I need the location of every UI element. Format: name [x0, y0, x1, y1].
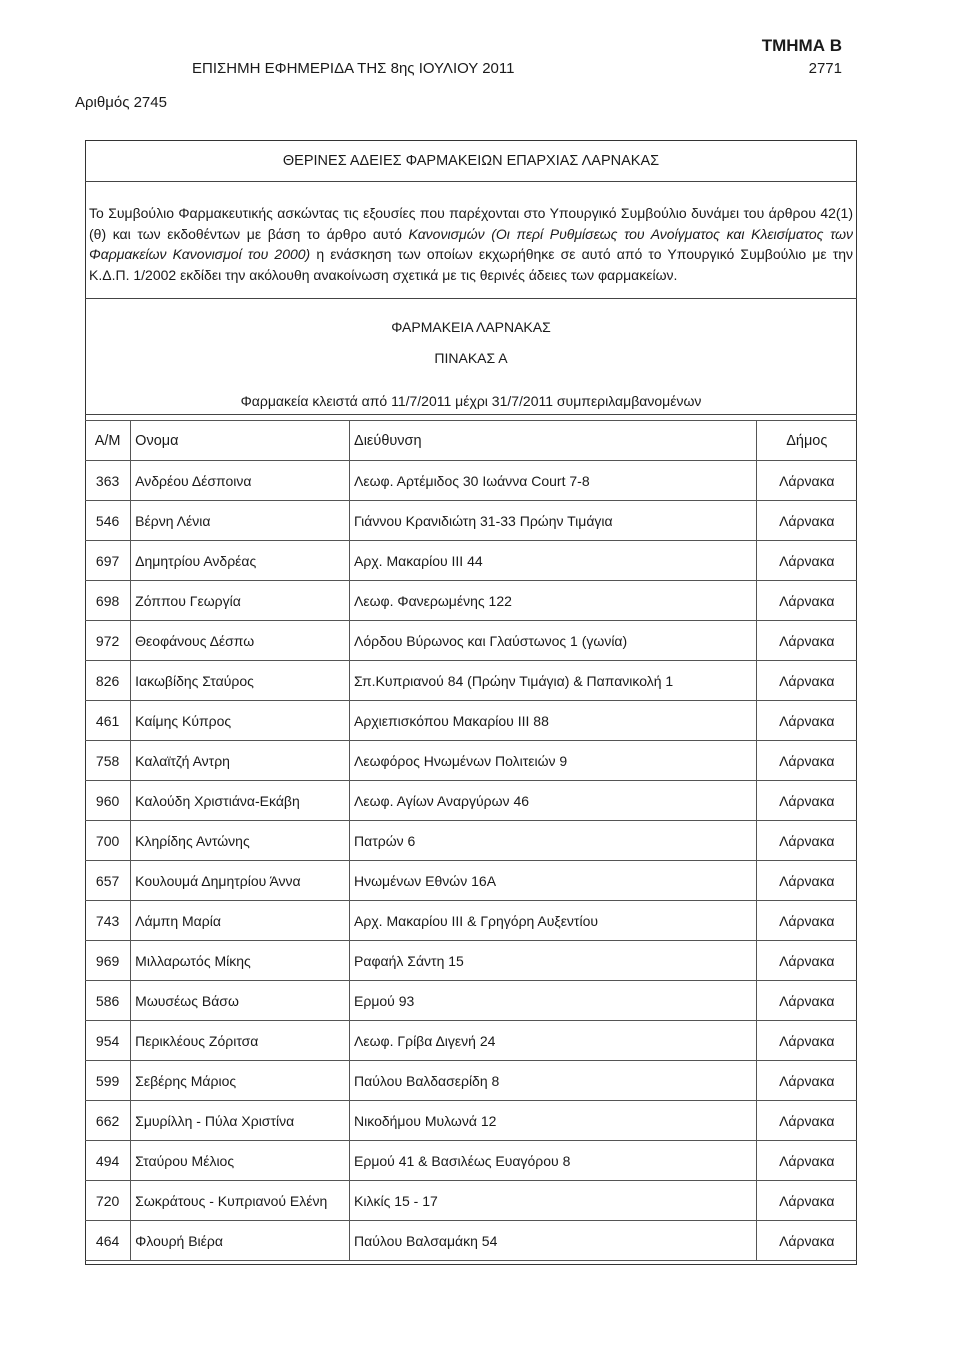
address-cell: Ερμού 41 & Βασιλέως Ευαγόρου 8 — [350, 1141, 757, 1181]
table-row — [85, 1061, 857, 1101]
table-title: ΠΙΝΑΚΑΣ Α — [434, 350, 508, 366]
table-row — [85, 701, 857, 741]
municipality-cell: Λάρνακα — [756, 941, 857, 981]
intro-text-2: η ενάσκηση των οποίων εκχωρήθηκε σε αυτό από το Υπουργικό Συμβούλιο με την Κ.Δ.Π. 1/2002 εκδίδει την ακόλουθη ανακοίνωση σχετικά με τις θερινές άδειες των φαρμακείων. — [89, 246, 854, 283]
pharmacies-table — [85, 420, 857, 1261]
am-cell: 700 — [85, 821, 131, 861]
address-cell: Λεωφόρος Ηνωμένων Πολιτειών 9 — [350, 741, 757, 781]
municipality-cell: Λάρνακα — [756, 781, 857, 821]
table-header-municipality-cell: Δήμος — [756, 421, 857, 461]
address-cell: Σπ.Κυπριανού 84 (Πρώην Τιμάγια) & Παπανικολή 1 — [350, 661, 757, 701]
am-cell: 960 — [85, 781, 131, 821]
notice-number: Αριθμός 2745 — [75, 94, 167, 111]
table-row — [85, 661, 857, 701]
am-cell: 954 — [85, 1021, 131, 1061]
am-cell: 586 — [85, 981, 131, 1021]
address-cell: Λεωφ. Αγίων Αναργύρων 46 — [350, 781, 757, 821]
name-cell: Ανδρέου Δέσποινα — [131, 461, 350, 501]
name-cell: Σωκράτους - Κυπριανού Ελένη — [131, 1181, 350, 1221]
municipality-cell: Λάρνακα — [756, 861, 857, 901]
name-cell: Δημητρίου Ανδρέας — [131, 541, 350, 581]
address-cell: Λόρδου Βύρωνος και Γλαύστωνος 1 (γωνία) — [350, 621, 757, 661]
table-row — [85, 1141, 857, 1181]
municipality-cell: Λάρνακα — [756, 461, 857, 501]
municipality-cell: Λάρνακα — [756, 541, 857, 581]
table-header-am-cell: Α/Μ — [85, 421, 131, 461]
address-cell: Κιλκίς 15 - 17 — [350, 1181, 757, 1221]
am-cell: 720 — [85, 1181, 131, 1221]
am-cell: 657 — [85, 861, 131, 901]
municipality-cell: Λάρνακα — [756, 981, 857, 1021]
table-row — [85, 981, 857, 1021]
name-cell: Βέρνη Λένια — [131, 501, 350, 541]
table-row — [85, 461, 857, 501]
address-cell: Γιάννου Κρανιδιώτη 31-33 Πρώην Τιμάγια — [350, 501, 757, 541]
am-cell: 743 — [85, 901, 131, 941]
gazette-title: ΕΠΙΣΗΜΗ ΕΦΗΜΕΡΙΔΑ ΤΗΣ 8ης ΙΟΥΛΙΟΥ 2011 — [192, 60, 515, 77]
name-cell: Ζόππου Γεωργία — [131, 581, 350, 621]
name-cell: Σμυρίλλη - Πύλα Χριστίνα — [131, 1101, 350, 1141]
subtitle-divider — [85, 414, 857, 415]
am-cell: 758 — [85, 741, 131, 781]
am-cell: 599 — [85, 1061, 131, 1101]
municipality-cell: Λάρνακα — [756, 661, 857, 701]
address-cell: Ερμού 93 — [350, 981, 757, 1021]
name-cell: Κουλουμά Δημητρίου Άννα — [131, 861, 350, 901]
table-row — [85, 1101, 857, 1141]
table-header-row — [85, 421, 857, 461]
notice-intro — [89, 203, 853, 285]
table-row — [85, 1221, 857, 1261]
am-cell: 969 — [85, 941, 131, 981]
page-number: 2771 — [808, 60, 842, 77]
municipality-cell: Λάρνακα — [756, 741, 857, 781]
table-row — [85, 781, 857, 821]
table-row — [85, 541, 857, 581]
municipality-cell: Λάρνακα — [756, 581, 857, 621]
intro-regulation-name: Κανονισμών (Οι περί Ρυθμίσεως του Ανοίγματος και Κλεισίματος των Φαρμακείων Κανονισμοί του 2000) — [89, 225, 854, 262]
address-cell: Λεωφ. Γρίβα Διγενή 24 — [350, 1021, 757, 1061]
address-cell: Παύλου Βαλσαμάκη 54 — [350, 1221, 757, 1261]
table-row — [85, 501, 857, 541]
municipality-cell: Λάρνακα — [756, 821, 857, 861]
municipality-cell: Λάρνακα — [756, 1061, 857, 1101]
am-cell: 972 — [85, 621, 131, 661]
address-cell: Παύλου Βαλδασερίδη 8 — [350, 1061, 757, 1101]
address-cell: Λεωφ. Φανερωμένης 122 — [350, 581, 757, 621]
address-cell: Νικοδήμου Μυλωνά 12 — [350, 1101, 757, 1141]
table-row — [85, 741, 857, 781]
section-label: ΤΜΗΜΑ Β — [761, 36, 842, 55]
table-subtitle: Φαρμακεία κλειστά από 11/7/2011 μέχρι 31/7/2011 συμπεριλαμβανομένων — [240, 393, 702, 409]
table-row — [85, 821, 857, 861]
address-cell: Αρχ. Μακαρίου III 44 — [350, 541, 757, 581]
am-cell: 494 — [85, 1141, 131, 1181]
name-cell: Σταύρου Μέλιος — [131, 1141, 350, 1181]
municipality-cell: Λάρνακα — [756, 621, 857, 661]
name-cell: Θεοφάνους Δέσπω — [131, 621, 350, 661]
table-header-name-cell: Ονομα — [131, 421, 350, 461]
address-cell: Αρχ. Μακαρίου III & Γρηγόρη Αυξεντίου — [350, 901, 757, 941]
name-cell: Καλούδη Χριστιάνα-Εκάβη — [131, 781, 350, 821]
pharmacies-title: ΦΑΡΜΑΚΕΙΑ ΛΑΡΝΑΚΑΣ — [391, 319, 551, 335]
name-cell: Μωυσέως Βάσω — [131, 981, 350, 1021]
am-cell: 461 — [85, 701, 131, 741]
address-cell: Ραφαήλ Σάντη 15 — [350, 941, 757, 981]
municipality-cell: Λάρνακα — [756, 701, 857, 741]
municipality-cell: Λάρνακα — [756, 1021, 857, 1061]
am-cell: 363 — [85, 461, 131, 501]
intro-text-1: Το Συμβούλιο Φαρμακευτικής ασκώντας τις εξουσίες που παρέχονται στο Υπουργικό Συμβούλιο δυνάμει του άρθρου 42(1)(θ) και των εκδοθέντων με βάση το άρθρο αυτό — [89, 205, 853, 242]
address-cell: Ηνωμένων Εθνών 16Α — [350, 861, 757, 901]
table-header-address-cell: Διεύθυνση — [350, 421, 757, 461]
address-cell: Αρχιεπισκόπου Μακαρίου III 88 — [350, 701, 757, 741]
municipality-cell: Λάρνακα — [756, 501, 857, 541]
name-cell: Περικλέους Ζόριτσα — [131, 1021, 350, 1061]
name-cell: Ιακωβίδης Σταύρος — [131, 661, 350, 701]
table-row — [85, 861, 857, 901]
name-cell: Σεβέρης Μάριος — [131, 1061, 350, 1101]
municipality-cell: Λάρνακα — [756, 1181, 857, 1221]
intro-divider — [85, 298, 857, 299]
name-cell: Μιλλαρωτός Μίκης — [131, 941, 350, 981]
table-row — [85, 621, 857, 661]
table-row — [85, 941, 857, 981]
table-row — [85, 1021, 857, 1061]
address-cell: Πατρών 6 — [350, 821, 757, 861]
name-cell: Καίμης Κύπρος — [131, 701, 350, 741]
am-cell: 697 — [85, 541, 131, 581]
name-cell: Κληρίδης Αντώνης — [131, 821, 350, 861]
am-cell: 464 — [85, 1221, 131, 1261]
municipality-cell: Λάρνακα — [756, 1141, 857, 1181]
table-row — [85, 901, 857, 941]
am-cell: 546 — [85, 501, 131, 541]
municipality-cell: Λάρνακα — [756, 901, 857, 941]
address-cell: Λεωφ. Αρτέμιδος 30 Ιωάννα Court 7-8 — [350, 461, 757, 501]
notice-title: ΘΕΡΙΝΕΣ ΑΔΕΙΕΣ ΦΑΡΜΑΚΕΙΩΝ ΕΠΑΡΧΙΑΣ ΛΑΡΝΑΚΑΣ — [85, 141, 857, 182]
name-cell: Καλαϊτζή Αντρη — [131, 741, 350, 781]
municipality-cell: Λάρνακα — [756, 1221, 857, 1261]
name-cell: Λάμπη Μαρία — [131, 901, 350, 941]
municipality-cell: Λάρνακα — [756, 1101, 857, 1141]
name-cell: Φλουρή Βιέρα — [131, 1221, 350, 1261]
am-cell: 662 — [85, 1101, 131, 1141]
table-row — [85, 1181, 857, 1221]
table-row — [85, 581, 857, 621]
am-cell: 698 — [85, 581, 131, 621]
am-cell: 826 — [85, 661, 131, 701]
